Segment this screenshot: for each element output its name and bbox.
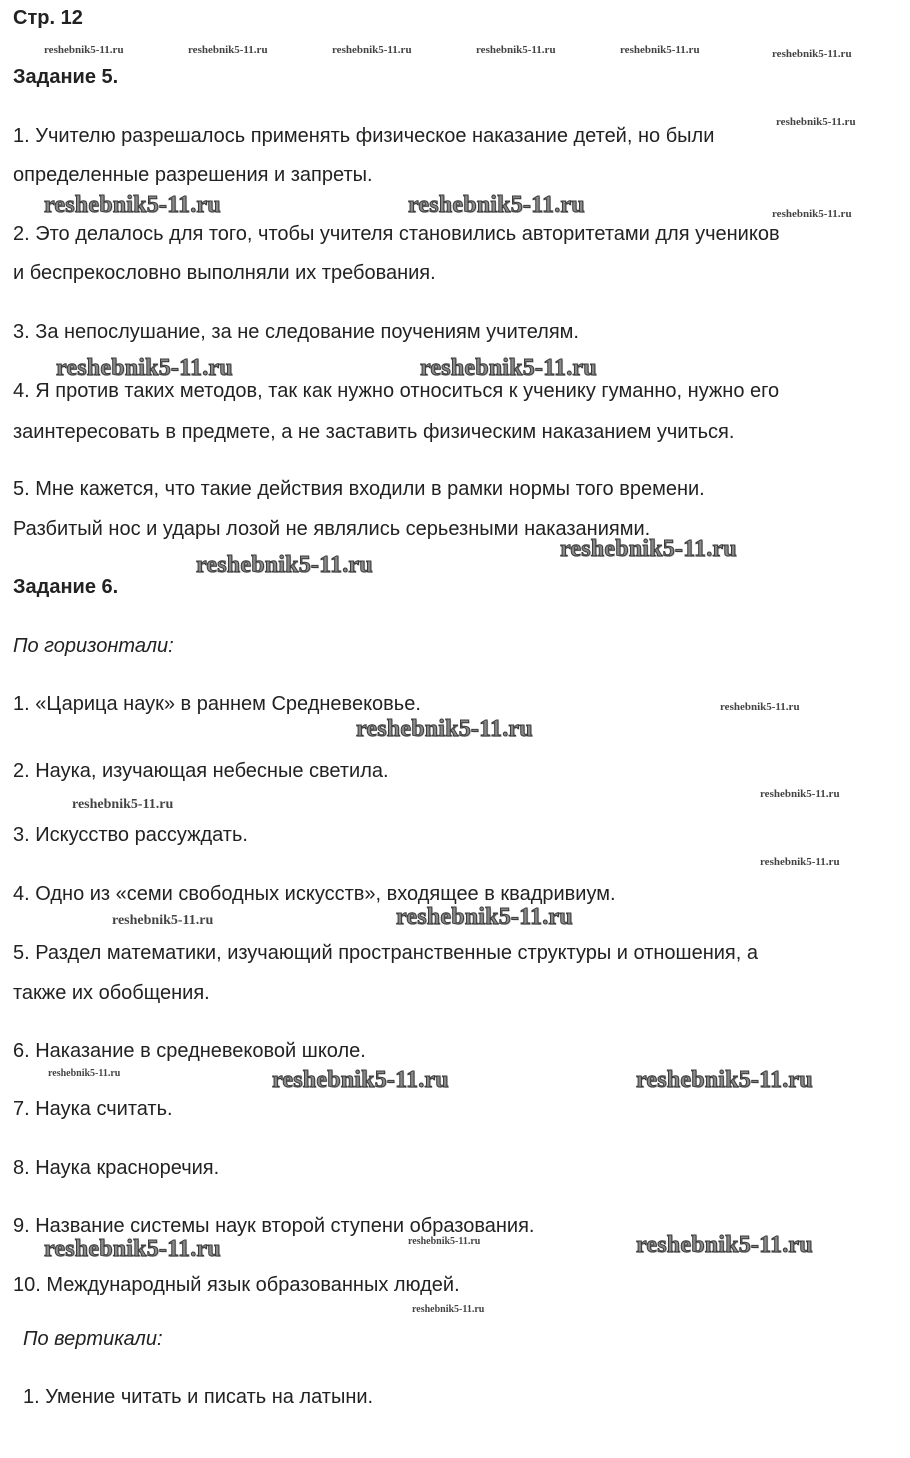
watermark-large: reshebnik5-11.ru	[56, 355, 233, 381]
task5-answer-3: 3. За непослушание, за не следование поучениям учителям.	[13, 321, 579, 343]
watermark-small: reshebnik5-11.ru	[772, 208, 852, 220]
watermark-small: reshebnik5-11.ru	[476, 44, 556, 56]
horizontal-item-1: 1. «Царица наук» в раннем Средневековье.	[13, 693, 421, 715]
task6-heading: Задание 6.	[13, 576, 119, 598]
horizontal-item-6: 6. Наказание в средневековой школе.	[13, 1040, 366, 1062]
horizontal-item-2: 2. Наука, изучающая небесные светила.	[13, 760, 389, 782]
watermark-small: reshebnik5-11.ru	[188, 44, 268, 56]
watermark-small: reshebnik5-11.ru	[48, 1068, 121, 1079]
task5-answer-4-line-1: 4. Я против таких методов, так как нужно относиться к ученику гуманно, нужно его	[13, 380, 780, 402]
watermark-small: reshebnik5-11.ru	[408, 1236, 481, 1247]
watermark-large: reshebnik5-11.ru	[356, 716, 533, 742]
horizontal-item-7: 7. Наука считать.	[13, 1098, 173, 1120]
watermark-large: reshebnik5-11.ru	[44, 1236, 221, 1262]
vertical-label: По вертикали:	[23, 1328, 163, 1350]
page-title: Стр. 12	[13, 7, 83, 29]
watermark-large: reshebnik5-11.ru	[272, 1067, 449, 1093]
task5-answer-2-line-2: и беспрекословно выполняли их требования.	[13, 262, 436, 284]
horizontal-item-4: 4. Одно из «семи свободных искусств», входящее в квадривиум.	[13, 883, 616, 905]
vertical-item-1: 1. Умение читать и писать на латыни.	[23, 1386, 374, 1408]
task5-heading: Задание 5.	[13, 66, 119, 88]
watermark-large: reshebnik5-11.ru	[560, 536, 737, 562]
watermark-small: reshebnik5-11.ru	[776, 116, 856, 128]
task5-answer-5-line-1: 5. Мне кажется, что такие действия входили в рамки нормы того времени.	[13, 478, 705, 500]
task5-answer-1-line-1: 1. Учителю разрешалось применять физическое наказание детей, но были	[13, 125, 715, 147]
watermark-small: reshebnik5-11.ru	[772, 48, 852, 60]
watermark-large: reshebnik5-11.ru	[396, 904, 573, 930]
horizontal-item-10: 10. Международный язык образованных людей.	[13, 1274, 460, 1296]
watermark-large: reshebnik5-11.ru	[408, 192, 585, 218]
watermark-small: reshebnik5-11.ru	[620, 44, 700, 56]
task5-answer-2-line-1: 2. Это делалось для того, чтобы учителя становились авторитетами для учеников	[13, 223, 780, 245]
horizontal-item-3: 3. Искусство рассуждать.	[13, 824, 248, 846]
watermark-large: reshebnik5-11.ru	[196, 552, 373, 578]
horizontal-item-5-line-1: 5. Раздел математики, изучающий пространственные структуры и отношения, а	[13, 942, 758, 964]
watermark-large: reshebnik5-11.ru	[44, 192, 221, 218]
watermark-large: reshebnik5-11.ru	[636, 1067, 813, 1093]
horizontal-item-9: 9. Название системы наук второй ступени образования.	[13, 1215, 535, 1237]
task5-answer-1-line-2: определенные разрешения и запреты.	[13, 164, 373, 186]
task5-answer-4-line-2: заинтересовать в предмете, а не заставить физическим наказанием учиться.	[13, 421, 735, 443]
horizontal-item-5-line-2: также их обобщения.	[13, 982, 210, 1004]
watermark-small: reshebnik5-11.ru	[412, 1304, 485, 1315]
watermark-small: reshebnik5-11.ru	[112, 913, 214, 928]
watermark-small: reshebnik5-11.ru	[720, 701, 800, 713]
horizontal-label: По горизонтали:	[13, 635, 174, 657]
task5-answer-5-line-2: Разбитый нос и удары лозой не являлись серьезными наказаниями.	[13, 518, 651, 540]
watermark-large: reshebnik5-11.ru	[420, 355, 597, 381]
horizontal-item-8: 8. Наука красноречия.	[13, 1157, 220, 1179]
watermark-small: reshebnik5-11.ru	[760, 788, 840, 800]
watermark-small: reshebnik5-11.ru	[760, 856, 840, 868]
watermark-small: reshebnik5-11.ru	[44, 44, 124, 56]
watermark-small: reshebnik5-11.ru	[72, 797, 174, 812]
watermark-large: reshebnik5-11.ru	[636, 1232, 813, 1258]
watermark-small: reshebnik5-11.ru	[332, 44, 412, 56]
